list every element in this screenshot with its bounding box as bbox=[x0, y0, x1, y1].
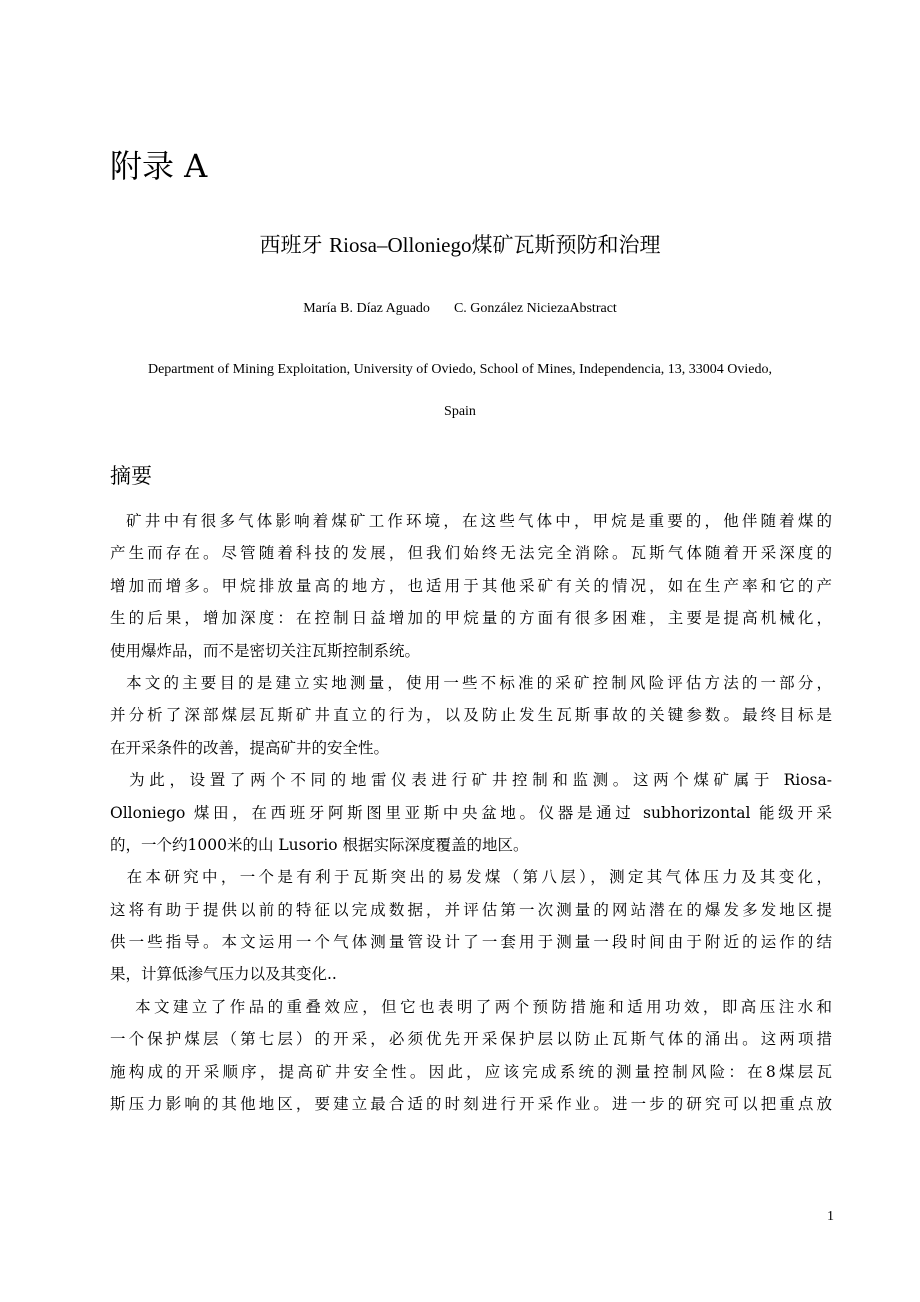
body-line: 的，一个约1000米的山 Lusorio 根据实际深度覆盖的地区。 bbox=[110, 835, 529, 854]
body-line: Olloniego 煤田，在西班牙阿斯图里亚斯中央盆地。仪器是通过 subhorizontal 能级开采 bbox=[110, 803, 832, 822]
affiliation-line: Department of Mining Exploitation, University of Oviedo, School of Mines, Independencia, 13, 33004 Oviedo, bbox=[147, 362, 773, 377]
body-line: 并分析了深部煤层瓦斯矿井直立的行为，以及防止发生瓦斯事故的关键参数。最终目标是 bbox=[110, 706, 832, 725]
page-number: 1 bbox=[827, 1209, 834, 1224]
body-line: 本文的主要目的是建立实地测量，使用一些不标准的采矿控制风险评估方法的一部分， bbox=[110, 673, 832, 692]
body-line: 本文建立了作品的重叠效应，但它也表明了两个预防措施和适用功效，即高压注水和 bbox=[110, 997, 832, 1016]
body-line: 这将有助于提供以前的特征以完成数据，并评估第一次测量的网站潜在的爆发多发地区提 bbox=[110, 900, 832, 919]
author-name: C. González NiciezaAbstract bbox=[453, 301, 617, 316]
body-line: 使用爆炸品，而不是密切关注瓦斯控制系统。 bbox=[110, 641, 421, 660]
body-line: 施构成的开采顺序，提高矿井安全性。因此，应该完成系统的测量控制风险：在8煤层瓦 bbox=[110, 1062, 832, 1081]
appendix-title: 附录 A bbox=[110, 147, 208, 185]
body-line: 斯压力影响的其他地区，要建立最合适的时刻进行开采作业。进一步的研究可以把重点放 bbox=[110, 1095, 832, 1114]
body-line: 为此，设置了两个不同的地雷仪表进行矿井控制和监测。这两个煤矿属于 Riosa- bbox=[110, 771, 832, 790]
abstract-body bbox=[110, 505, 832, 1120]
body-line: 矿井中有很多气体影响着煤矿工作环境，在这些气体中，甲烷是重要的，他伴随着煤的 bbox=[110, 512, 832, 530]
affiliation-line: Spain bbox=[444, 404, 476, 419]
body-line: 在本研究中，一个是有利于瓦斯突出的易发煤（第八层），测定其气体压力及其变化， bbox=[110, 868, 832, 887]
paper-title-location: Riosa–Olloniego bbox=[329, 233, 472, 257]
author-line bbox=[0, 299, 920, 319]
body-line: 供一些指导。本文运用一个气体测量管设计了一套用于测量一段时间由于附近的运作的结 bbox=[110, 933, 832, 952]
body-line: 在开采条件的改善，提高矿井的安全性。 bbox=[110, 738, 390, 757]
author-name: María B. Díaz Aguado bbox=[303, 301, 430, 316]
paper-title-prefix: 西班牙 bbox=[259, 233, 330, 257]
paper-title bbox=[0, 230, 920, 260]
body-line: 增加而增多。甲烷排放量高的地方，也适用于其他采矿有关的情况，如在生产率和它的产 bbox=[110, 576, 832, 595]
paper-title-suffix: 煤矿瓦斯预防和治理 bbox=[471, 233, 661, 257]
body-line: 生的后果，增加深度：在控制日益增加的甲烷量的方面有很多困难，主要是提高机械化， bbox=[110, 609, 832, 628]
body-line: 一个保护煤层（第七层）的开采，必须优先开采保护层以防止瓦斯气体的涌出。这两项措 bbox=[110, 1030, 832, 1049]
body-line: 产生而存在。尽管随着科技的发展，但我们始终无法完全消除。瓦斯气体随着开采深度的 bbox=[110, 544, 832, 563]
body-line: 果，计算低渗气压力以及其变化.. bbox=[110, 965, 337, 984]
abstract-heading: 摘要 bbox=[110, 464, 152, 488]
